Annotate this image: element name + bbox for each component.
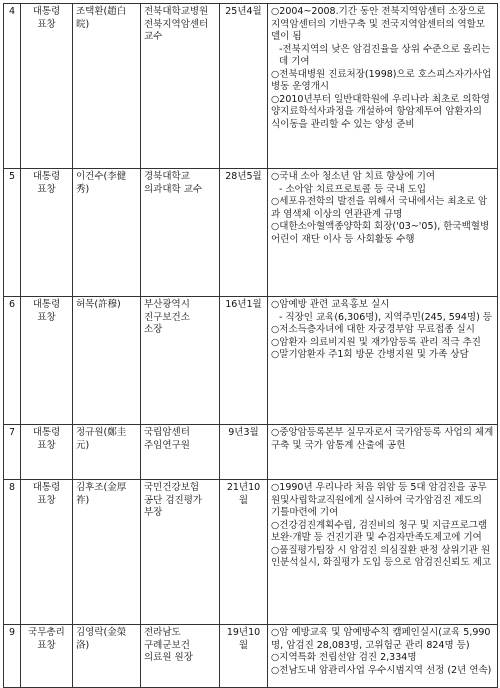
award-type: 대통령 표창: [21, 297, 73, 425]
service-years: 25년4월: [220, 4, 268, 169]
merit-item: ○전북대병원 진료처장(1998)으로 호스피스자가사업병동 운영개시: [271, 68, 492, 92]
table-row: [4, 480, 498, 625]
merit-item: ○1990년 우리나라 처음 위암 등 5대 암검진을 공무원및사립학교직원에게 실시하여 국가암검진 제도의 기틀마련에 기여: [271, 482, 487, 518]
recipient-name: 조택환(趙白晥): [73, 4, 141, 169]
merit-item: ○건강검진계획수립, 검진비의 청구 및 지급프로그램 보완·개발 등 건진기관 및 수검자만족도제고에 기여: [271, 519, 488, 543]
recipient-name: 김영락(金榮洛): [73, 625, 141, 688]
merit-item: ○대한소아혈액종양학회 회장('03~'05), 한국백혈병어린이 재단 이사 등 사회활동 수행: [271, 221, 490, 245]
row-number: 4: [4, 4, 21, 169]
service-years: 9년3월: [220, 425, 268, 480]
award-type: 대통령 표창: [21, 425, 73, 480]
merit-item: -전북지역의 낮은 암검진율을 상위 수준으로 올리는데 기여: [279, 43, 491, 67]
merit-item: - 직장인 교육(6,306명), 지역주민(245, 594명) 등: [279, 311, 492, 323]
award-type: 대통령 표창: [21, 4, 73, 169]
merit-item: ○암예방 관련 교육홍보 실시: [271, 299, 390, 310]
organization: 경북대학교 의과대학 교수: [141, 169, 220, 297]
recipient-name: 김후조(金厚祚): [73, 480, 141, 625]
service-years: 28년5월: [220, 169, 268, 297]
table-row: [4, 4, 498, 169]
row-number: 8: [4, 480, 21, 625]
award-type: 국무총리 표창: [21, 625, 73, 688]
merits-cell: [268, 297, 498, 425]
merits-cell: [268, 425, 498, 480]
merit-item: ○2010년부터 일반대학원에 우리나라 최초로 의학영양지료학석사과정을 개설하여 항암제투여 암환자의 식이동을 관리할 수 있는 양성 준비: [271, 93, 490, 130]
row-number: 7: [4, 425, 21, 480]
merit-item: ○말기암환자 주1회 방문 간병지원 및 가족 상담: [271, 349, 469, 360]
merit-item: ○암환자 의료비지원 및 재가암등록 관리 적극 추진: [271, 336, 481, 348]
merit-item: ○품질평가팀장 시 암검진 의심질환 판정 상위기관 원인분석실시, 화질평가 도입 등으로 암검진신뢰도 제고: [271, 544, 492, 568]
merit-item: ○중앙암등록본부 실무자로서 국가암등록 사업의 체계 구축 및 국가 암통계 산출에 공헌: [271, 427, 494, 451]
organization: 전북대학교병원 전북지역암센터 교수: [141, 4, 220, 169]
table-row: [4, 425, 498, 480]
recipient-name: 이건수(李健秀): [73, 169, 141, 297]
merit-item: - 소아암 치료프로토콜 등 국내 도입: [279, 183, 427, 195]
row-number: 5: [4, 169, 21, 297]
merit-item: ○세포유전학의 발전을 위해서 국내에서는 최초로 암과 염색체 이상의 연관관계 규명: [271, 196, 488, 220]
merit-item: ○국내 소아 청소년 암 치료 향상에 기여: [271, 171, 436, 182]
table-body: [4, 4, 498, 688]
table-row: [4, 297, 498, 425]
row-number: 9: [4, 625, 21, 688]
merits-cell: [268, 169, 498, 297]
award-table: [3, 3, 498, 688]
merit-item: ○지역특화 전립선암 검진 2,334명: [271, 652, 417, 663]
merits-cell: [268, 625, 498, 688]
merit-item: ○암 예방교육 및 암예방수칙 캠페인실시(교육 5,990명, 암검진 28,083명, 고위험군 관리 824명 등): [271, 627, 491, 651]
table-row: [4, 625, 498, 688]
award-type: 대통령 표창: [21, 480, 73, 625]
organization: 국립암센터 주임연구원: [141, 425, 220, 480]
merit-item: ○전남도내 암관리사업 우수시범지역 선정 (2년 연속): [271, 664, 492, 676]
merit-item: ○2004~2008.기간 동안 전북지역암센터 소장으로 지역암센터의 기반구축 및 전국지역암센터의 역할모델이 됨: [271, 6, 486, 42]
merits-cell: [268, 4, 498, 169]
merit-item: ○저소득층자녀에 대한 자궁경부암 무료접종 실시: [271, 324, 475, 335]
service-years: 19년10 월: [220, 625, 268, 688]
service-years: 16년1월: [220, 297, 268, 425]
organization: 국민건강보험 공단 검진평가 부장: [141, 480, 220, 625]
merits-cell: [268, 480, 498, 625]
table-row: [4, 169, 498, 297]
organization: 부산광역시 진구보건소 소장: [141, 297, 220, 425]
recipient-name: 허목(許穆): [73, 297, 141, 425]
service-years: 21년10월: [220, 480, 268, 625]
row-number: 6: [4, 297, 21, 425]
recipient-name: 정규원(鄭圭元): [73, 425, 141, 480]
award-type: 대통령 표창: [21, 169, 73, 297]
organization: 전라남도 구례군보건 의료원 원장: [141, 625, 220, 688]
